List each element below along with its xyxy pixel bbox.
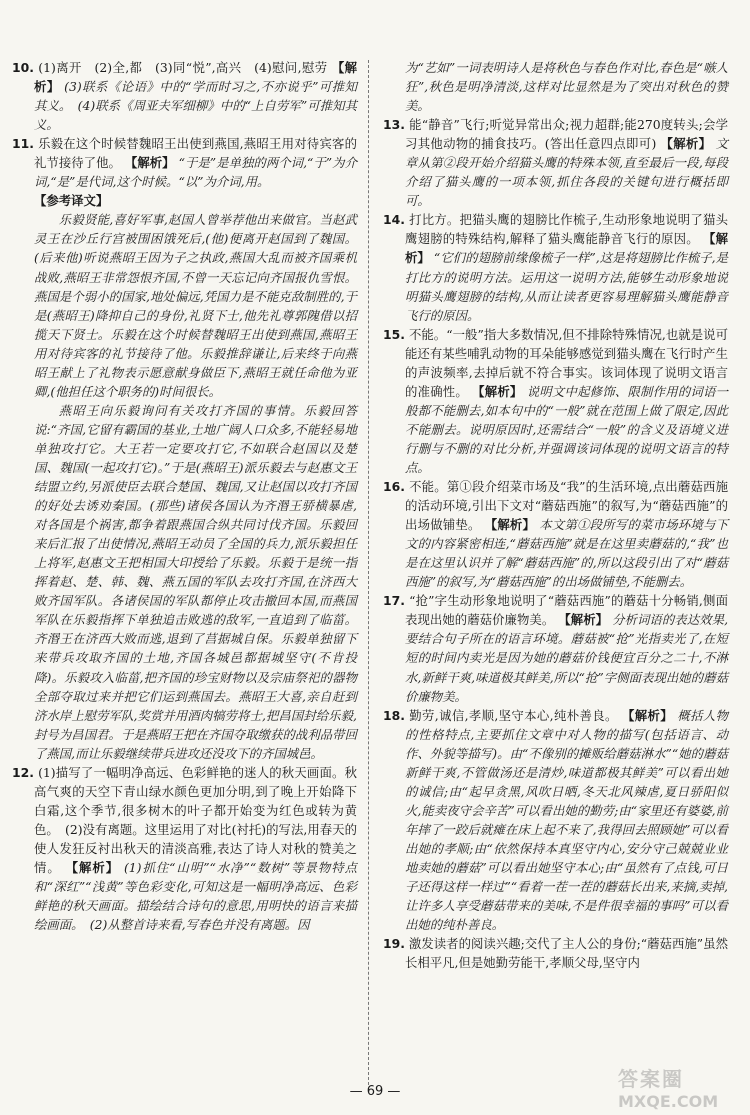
right-column bbox=[383, 58, 728, 972]
translation-paragraph-2: 燕昭王向乐毅询问有关攻打齐国的事情。乐毅回答说:“齐国,它留有霸国的基业,土地广阔人口众多,不能轻易地单独攻打它。大王若一定要攻打它,不如联合赵国以及楚国、魏国(一起攻打它)。”于是(燕昭王)派乐毅去与赵惠文王结盟立约,另派使臣去联合楚国、魏国,又让赵国以攻打齐国的好处去诱劝秦国。(那些)诸侯各国认为齐湣王骄横暴虐,对各国是个祸害,都争着跟燕国合纵共同讨伐齐国。乐毅回来后汇报了出使情况,燕昭王动员了全国的兵力,派乐毅担任上将军,赵惠文王把相国大印授给了乐毅。乐毅于是统一指挥着赵、楚、韩、魏、燕五国的军队去攻打齐国,在济西大败齐国军队。各诸侯国的军队都停止攻击撤回本国,而燕国军队在乐毅指挥下单独追击败逃的敌军,一直追到了临菑。齐湣王在济西大败而逃,退到了莒据城自保。乐毅单独留下来带兵攻取齐国的土地,齐国各城邑都据城坚守(不肯投降)。乐毅攻入临菑,把齐国的珍宝财物以及宗庙祭祀的器物全部夺取过来并把它们运到燕国去。燕昭王大喜,亲自赶到济水岸上慰劳军队,奖赏并用酒肉犒劳将士,把昌国封给乐毅,封号为昌国君。于是燕昭王把在齐国夺取缴获的战利品带回了燕国,而让乐毅继续带兵进攻还没攻下的齐国城邑。 bbox=[34, 402, 357, 761]
answer-text: 乐毅在这个时候替魏昭王出使到燕国,燕昭王用对待宾客的礼节接待了他。 bbox=[34, 136, 357, 171]
reference-translation-title: 【参考译文】 bbox=[34, 193, 109, 209]
watermark-line-2: MXQE.COM bbox=[618, 1092, 719, 1111]
analysis-text: 文章从第②段开始介绍猫头鹰的特殊本领,直至最后一段,每段介绍了猫头鹰的一项本领,抓住各段的关键句进行概括即可。 bbox=[405, 136, 728, 209]
analysis-text: 说明文中起修饰、限制作用的词语一般都不能删去,如本句中的“一般”就在范围上做了限定,因此不能删去。说明原因时,还需结合“一般”的含义及语境义进行删与不删的对比分析,并强调该词体现的说明文语言的特点。 bbox=[405, 383, 729, 475]
question-10 bbox=[12, 58, 357, 134]
analysis-tag: 【解析】 bbox=[472, 383, 523, 399]
question-16 bbox=[383, 477, 728, 591]
answer-text: 能“静音”飞行;听觉异常出众;视力超群;能270度转头;会学习其他动物的捕食技巧。(答出任意四点即可) bbox=[405, 117, 728, 152]
analysis-text: 分析词语的表达效果,要结合句子所在的语言环境。蘑菇被“抢”光指卖光了,在短短的时间内卖光是因为她的蘑菇价钱便宜百分之二十,不淋水,新鲜干爽,味道极其鲜美,所以“抢”字侧面表现出她的蘑菇价廉物美。 bbox=[405, 612, 729, 704]
analysis-tag: 【解析】 bbox=[65, 859, 120, 875]
question-13 bbox=[383, 115, 728, 210]
analysis-tag: 【解析】 bbox=[124, 155, 175, 171]
analysis-tag: 【解析】 bbox=[660, 136, 712, 152]
answer-text: 不能。“一般”指大多数情况,但不排除特殊情况,也就是说可能还有某些哺乳动物的耳朵能够感觉到猫头鹰在飞行时产生的声波频率,去掉后就不符合事实。该词体现了说明文语言的准确性。 bbox=[405, 326, 728, 399]
question-12-continued: 为“艺如”一词表明诗人是将秋色与春色作对比,春色是“嗾人狂”,秋色是明净清淡,这样对比显然是为了突出对秋色的赞美。 bbox=[405, 60, 728, 114]
analysis-tag: 【解析】 bbox=[622, 707, 674, 723]
analysis-tag: 【解析】 bbox=[484, 517, 536, 533]
watermark-logo bbox=[618, 1063, 736, 1109]
answer-text: (1)离开 (2)全,都 (3)同“悦”,高兴 (4)慰问,慰劳 bbox=[38, 60, 328, 75]
question-12 bbox=[12, 763, 357, 934]
answer-text: 不能。第①段介绍菜市场及“我”的生活环境,点出蘑菇西施的活动环境,引出下文对“蘑菇西施”的叙写,为“蘑菇西施”的出场做铺垫。 bbox=[405, 479, 728, 533]
answer-text: “抢”字生动形象地说明了“蘑菇西施”的蘑菇十分畅销,侧面表现出她的蘑菇价廉物美。 bbox=[405, 593, 728, 628]
question-18 bbox=[383, 706, 728, 935]
left-column bbox=[12, 58, 357, 934]
question-number: 17. bbox=[383, 593, 405, 609]
watermark-line-1: 答案圈 bbox=[618, 1067, 684, 1091]
analysis-text: 概括人物的性格特点,主要抓住文章中对人物的描写(包括语言、动作、外貌等描写)。由“不像别的摊贩给蘑菇淋水”“她的蘑菇新鲜干爽,不管做汤还是清炒,味道都极其鲜美”可以看出她的诚信;由“起早贪黑,风吹日晒,冬天北风辣虐,夏日骄阳似火,能卖夜守会辛苦”可以看出她的勤劳;由“家里还有婆婆,前年摔了一跤后就瘫在床上起不来了,我得回去照顾她”可以看出她的孝顺;由“依然保持本真坚守内心,安分守己兢兢业业地卖她的蘑菇”可以看出她坚守本心;由“虽然有了点钱,可日子还得这样一样过”“看着一茬一茬的蘑菇长出来,来摘,卖掉,让许多人享受蘑菇带来的美味,不是件很幸福的事吗”可以看出她的纯朴善良。 bbox=[405, 707, 729, 933]
question-19 bbox=[383, 934, 728, 972]
question-number: 10. bbox=[12, 60, 34, 75]
question-number: 18. bbox=[383, 707, 405, 723]
analysis-text: “于是”是单独的两个词,“于”为介词,“是”是代词,这个时候。“以”为介词,用。 bbox=[34, 155, 357, 190]
answer-text: 打比方。把猫头鹰的翅膀比作梳子,生动形象地说明了猫头鹰翅膀的特殊结构,解释了猫头鹰能静音飞行的原因。 bbox=[405, 212, 728, 247]
analysis-tag: 【解析】 bbox=[558, 612, 609, 628]
analysis-tag: 【解析】 bbox=[405, 231, 728, 266]
answer-text: 勤劳,诚信,孝顺,坚守本心,纯朴善良。 bbox=[409, 707, 618, 723]
analysis-tag: 【解析】 bbox=[34, 60, 357, 95]
question-11 bbox=[12, 134, 357, 191]
question-number: 12. bbox=[12, 764, 34, 780]
column-divider bbox=[368, 60, 369, 1085]
question-15 bbox=[383, 325, 728, 477]
question-14 bbox=[383, 210, 728, 324]
question-17 bbox=[383, 591, 728, 705]
question-number: 11. bbox=[12, 136, 34, 152]
answer-text: (1)描写了一幅明净高远、色彩鲜艳的迷人的秋天画面。秋高气爽的天空下青山绿水颜色更加分明,到了晚上开始降下白霜,这个季节,很多树木的叶子都开始变为红色或转为黄色。 (2)没有离题。这里运用了对比(衬托)的写法,用春天的使人发狂反衬出秋天的清淡高雅,表达了诗人对秋的赞美之情。 bbox=[34, 764, 357, 875]
question-number: 15. bbox=[383, 326, 405, 342]
analysis-text: 本文第①段所写的菜市场环境与下文的内容紧密相连,“蘑菇西施”就是在这里卖蘑菇的,“我”也是在这里认识并了解“蘑菇西施”的,所以这段引出了对“蘑菇西施”的叙写,为“蘑菇西施”的出场做铺垫,不能删去。 bbox=[405, 517, 729, 590]
translation-paragraph-1: 乐毅贤能,喜好军事,赵国人曾举荐他出来做官。当赵武灵王在沙丘行宫被围困饿死后,(他)便离开赵国到了魏国。(后来他)听说燕昭王因为子之执政,燕国大乱而被齐国乘机战败,燕昭王非常怨恨齐国,不曾一天忘记向齐国报仇雪恨。燕国是个弱小的国家,地处偏远,凭国力是不能克敌制胜的,于是(燕昭王)降抑自己的身份,礼贤下士,他先礼尊郭隗借以招揽天下贤士。乐毅在这个时候替魏昭王出使到燕国,燕昭王用对待宾客的礼节接待了他。乐毅推辞谦让,后来终于向燕昭王献上了礼物表示愿意献身做臣下,燕昭王就任命他为亚卿,(他担任这个职务的)时间很长。 bbox=[34, 212, 357, 399]
question-number: 13. bbox=[383, 117, 405, 133]
analysis-text: (3)联系《论语》中的“学而时习之,不亦说乎”可推知其义。 (4)联系《周亚夫军细柳》中的“上自劳军”可推知其义。 bbox=[34, 79, 357, 133]
question-number: 14. bbox=[383, 212, 405, 228]
question-number: 19. bbox=[383, 936, 405, 952]
question-number: 16. bbox=[383, 479, 405, 495]
reference-translation-heading bbox=[12, 191, 357, 210]
page-number: — 69 — bbox=[349, 1084, 401, 1099]
answer-text: 激发读者的阅读兴趣;交代了主人公的身份;“蘑菇西施”虽然长相平凡,但是她勤劳能干,孝顺父母,坚守内 bbox=[405, 936, 728, 971]
analysis-text: “它们的翅膀前缘像梳子一样”,这是将翅膀比作梳子,是打比方的说明方法。运用这一说明方法,能够生动形象地说明猫头鹰翅膀的结构,从而让读者更容易理解猫头鹰能静音飞行的原因。 bbox=[405, 250, 728, 323]
analysis-text: (1)抓住“山明”“水净”“数树”等景物特点和“深红”“浅黄”等色彩变化,可知这是一幅明净高远、色彩鲜艳的秋天画面。描绘结合诗句的意思,用明快的语言来描绘画面。 (2)从整首诗来看,写春色并没有离题。因 bbox=[34, 859, 357, 933]
